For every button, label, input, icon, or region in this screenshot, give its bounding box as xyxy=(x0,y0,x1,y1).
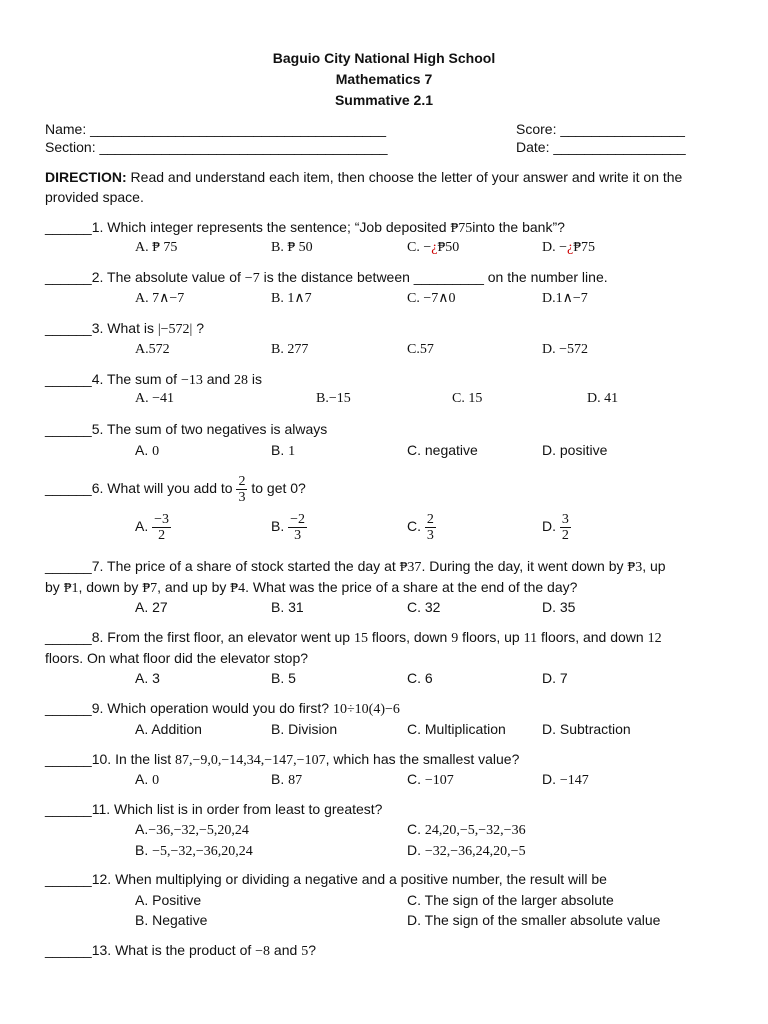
direction xyxy=(45,167,735,207)
q8-l1-mid-3: floors, and down xyxy=(537,629,648,645)
q10-end: , which has the smallest value? xyxy=(325,751,520,767)
q6-b-den: 3 xyxy=(294,527,302,543)
q8-l1-mid-1: floors, down xyxy=(367,629,452,645)
q11-a-value: −36,−32,−5,20,24 xyxy=(148,823,249,838)
q7-start-price: ₱37 xyxy=(399,560,422,575)
q7-l2-text: by xyxy=(45,579,64,595)
q1-c-value: ₱50 xyxy=(437,240,460,255)
q6-fraction-den: 3 xyxy=(238,489,246,505)
q5-option-b xyxy=(271,442,295,460)
q6-option-a xyxy=(135,510,171,542)
q5-b-letter: B. xyxy=(271,442,289,458)
section-field[interactable]: Section: _____________________________________ xyxy=(45,139,388,155)
q6-b-letter: B. xyxy=(271,518,285,534)
q1-d-prefix: D. − xyxy=(542,240,568,255)
q3-option-d: D. −572 xyxy=(542,342,589,357)
question-2 xyxy=(45,269,608,287)
q8-option-b: B. 5 xyxy=(271,670,296,686)
q10-a-value: 0 xyxy=(152,773,160,788)
q7-down-1: ₱3 xyxy=(627,560,643,575)
q11-b-value: −5,−32,−36,20,24 xyxy=(152,844,253,859)
question-8-line-1 xyxy=(45,629,662,647)
q4-option-c: C. 15 xyxy=(452,391,483,406)
q11-c-letter: C. xyxy=(407,821,425,837)
q11-d-letter: D. xyxy=(407,842,425,858)
question-7-line-1 xyxy=(45,558,666,576)
q5-option-d: D. positive xyxy=(542,442,608,458)
question-1 xyxy=(45,219,565,237)
q7-l1-mid: . During the day, it went down by xyxy=(421,558,628,574)
q8-down-1: 9 xyxy=(451,631,459,646)
q6-d-num: 3 xyxy=(561,511,569,527)
q3-end: ? xyxy=(192,320,205,336)
q7-up-2: ₱4 xyxy=(230,581,246,596)
q10-option-a xyxy=(135,771,159,789)
q6-fraction xyxy=(236,474,247,505)
q2-math: −7 xyxy=(244,271,260,286)
q11-option-b xyxy=(135,842,253,860)
q1-math: ₱75 xyxy=(450,221,473,236)
q4-math-2: 28 xyxy=(234,373,248,388)
question-13 xyxy=(45,942,316,960)
q13-math-2: 5 xyxy=(301,944,309,959)
q13-mid: and xyxy=(270,942,302,958)
direction-label: DIRECTION: xyxy=(45,169,127,185)
q6-d-fraction xyxy=(560,512,571,543)
q9-option-c: C. Multiplication xyxy=(407,721,506,737)
test-title: Summative 2.1 xyxy=(334,92,434,108)
q13-math-1: −8 xyxy=(255,944,271,959)
q10-option-c xyxy=(407,771,454,789)
question-7-line-2 xyxy=(45,579,577,597)
q8-option-a: A. 3 xyxy=(135,670,160,686)
q12-option-c: C. The sign of the larger absolute xyxy=(407,892,614,908)
q6-c-fraction xyxy=(425,512,436,543)
question-12: ______12. When multiplying or dividing a negative and a positive number, the result will be xyxy=(45,871,607,887)
question-6 xyxy=(45,472,306,504)
q6-text: ______6. What will you add to xyxy=(45,480,237,496)
q7-l2-end: . What was the price of a share at the end of the day? xyxy=(245,579,578,595)
score-field[interactable]: Score: ________________ xyxy=(516,121,685,137)
q11-a-letter: A. xyxy=(135,821,149,837)
q8-option-c: C. 6 xyxy=(407,670,433,686)
q12-option-d: D. The sign of the smaller absolute value xyxy=(407,912,661,928)
q3-option-c: C.57 xyxy=(407,342,434,357)
q2-text: ______2. The absolute value of xyxy=(45,269,245,285)
question-4 xyxy=(45,371,262,389)
q1-option-a: A. ₱ 75 xyxy=(135,240,178,255)
q7-l2-mid-1: , down by xyxy=(78,579,143,595)
q11-option-d xyxy=(407,842,526,860)
q2-option-d: D.1∧−7 xyxy=(542,291,588,306)
q1-option-d xyxy=(542,240,595,256)
q11-option-a xyxy=(135,821,249,839)
question-3 xyxy=(45,320,204,338)
q4-mid: and xyxy=(202,371,234,387)
q6-b-fraction xyxy=(288,512,307,543)
q4-option-a: A. −41 xyxy=(135,391,175,406)
q5-a-letter: A. xyxy=(135,442,153,458)
question-9 xyxy=(45,700,400,718)
q12-option-b: B. Negative xyxy=(135,912,208,928)
q10-d-value: −147 xyxy=(559,773,589,788)
q7-option-d: D. 35 xyxy=(542,599,576,615)
q9-option-d: D. Subtraction xyxy=(542,721,631,737)
q5-option-a xyxy=(135,442,159,460)
q10-b-letter: B. xyxy=(271,771,289,787)
q8-option-d: D. 7 xyxy=(542,670,568,686)
q4-math-1: −13 xyxy=(180,373,203,388)
q6-option-d xyxy=(542,510,571,542)
q1-c-prefix: C. − xyxy=(407,240,432,255)
question-5: ______5. The sum of two negatives is always xyxy=(45,421,328,437)
q1-d-value: ₱75 xyxy=(573,240,596,255)
q3-option-a: A.572 xyxy=(135,342,170,357)
q8-l1-mid-2: floors, up xyxy=(458,629,524,645)
q11-c-value: 24,20,−5,−32,−36 xyxy=(424,823,526,838)
question-11: ______11. Which list is in order from least to greatest? xyxy=(45,801,383,817)
direction-text: Read and understand each item, then choose the letter of your answer and write it on the provided space. xyxy=(45,169,683,205)
q6-b-num: −2 xyxy=(290,511,306,527)
q10-list: 87,−9,0,−14,34,−147,−107 xyxy=(175,753,326,768)
q2-option-b: B. 1∧7 xyxy=(271,291,312,306)
q5-a-value: 0 xyxy=(152,444,160,459)
q10-c-letter: C. xyxy=(407,771,425,787)
q10-text: ______10. In the list xyxy=(45,751,175,767)
q6-c-den: 3 xyxy=(426,527,434,543)
q6-c-num: 2 xyxy=(426,511,434,527)
q10-a-letter: A. xyxy=(135,771,153,787)
q8-down-2: 12 xyxy=(647,631,662,646)
q13-end: ? xyxy=(308,942,316,958)
q10-b-value: 87 xyxy=(288,773,303,788)
q1-d-glyph: ¿ xyxy=(567,240,574,255)
q10-c-value: −107 xyxy=(424,773,454,788)
question-8-line-2: floors. On what floor did the elevator stop? xyxy=(45,650,309,666)
q2-option-a: A. 7∧−7 xyxy=(135,291,185,306)
school-name: Baguio City National High School xyxy=(272,50,496,66)
q10-option-b xyxy=(271,771,302,789)
q9-option-a: A. Addition xyxy=(135,721,202,737)
q7-l1-text: ______7. The price of a share of stock started the day at xyxy=(45,558,400,574)
q6-a-num: −3 xyxy=(154,511,170,527)
subject-title: Mathematics 7 xyxy=(335,71,433,87)
q8-up-1: 15 xyxy=(353,631,368,646)
q7-up-1: ₱1 xyxy=(63,581,79,596)
q1-end: into the bank”? xyxy=(472,219,565,235)
q1-text: ______1. Which integer represents the sentence; “Job deposited xyxy=(45,219,451,235)
q11-b-letter: B. xyxy=(135,842,153,858)
q7-down-2: ₱7 xyxy=(142,581,158,596)
name-field[interactable]: Name: ______________________________________ xyxy=(45,121,386,137)
q2-option-c: C. −7∧0 xyxy=(407,291,456,306)
q6-fraction-num: 2 xyxy=(238,473,246,489)
q6-d-den: 2 xyxy=(561,527,569,543)
q6-d-letter: D. xyxy=(542,518,556,534)
question-10 xyxy=(45,751,519,769)
q11-d-value: −32,−36,24,20,−5 xyxy=(424,844,526,859)
q8-up-2: 11 xyxy=(523,631,538,646)
q10-option-d xyxy=(542,771,589,789)
q6-a-fraction xyxy=(152,512,171,543)
q1-c-glyph: ¿ xyxy=(431,240,438,255)
q7-l2-mid-2: , and up by xyxy=(157,579,231,595)
q12-option-a: A. Positive xyxy=(135,892,202,908)
q4-option-d: D. 41 xyxy=(587,391,619,406)
q7-l1-end: , up xyxy=(642,558,666,574)
q3-text: ______3. What is xyxy=(45,320,158,336)
q2-end: is the distance between _________ on the number line. xyxy=(259,269,608,285)
q7-option-b: B. 31 xyxy=(271,599,304,615)
q10-d-letter: D. xyxy=(542,771,560,787)
q7-option-c: C. 32 xyxy=(407,599,441,615)
q11-option-c xyxy=(407,821,526,839)
q9-option-b: B. Division xyxy=(271,721,338,737)
q13-text: ______13. What is the product of xyxy=(45,942,256,958)
q8-l1-text: ______8. From the first floor, an elevator went up xyxy=(45,629,354,645)
q6-option-c xyxy=(407,510,436,542)
q1-option-b: B. ₱ 50 xyxy=(271,240,313,255)
q6-a-letter: A. xyxy=(135,518,149,534)
q5-option-c: C. negative xyxy=(407,442,478,458)
q1-option-c xyxy=(407,240,459,256)
q4-end: is xyxy=(248,371,262,387)
q3-option-b: B. 277 xyxy=(271,342,309,357)
q7-option-a: A. 27 xyxy=(135,599,168,615)
q4-text: ______4. The sum of xyxy=(45,371,181,387)
q9-expression: 10÷10(4)−6 xyxy=(332,702,400,717)
q4-option-b: B.−15 xyxy=(316,391,351,406)
q6-option-b xyxy=(271,510,307,542)
date-field[interactable]: Date: _________________ xyxy=(516,139,686,155)
q6-end: to get 0? xyxy=(247,480,306,496)
q9-text: ______9. Which operation would you do first? xyxy=(45,700,333,716)
q5-b-value: 1 xyxy=(288,444,296,459)
q6-a-den: 2 xyxy=(158,527,166,543)
q6-c-letter: C. xyxy=(407,518,421,534)
q3-math: |−572| xyxy=(157,322,193,337)
